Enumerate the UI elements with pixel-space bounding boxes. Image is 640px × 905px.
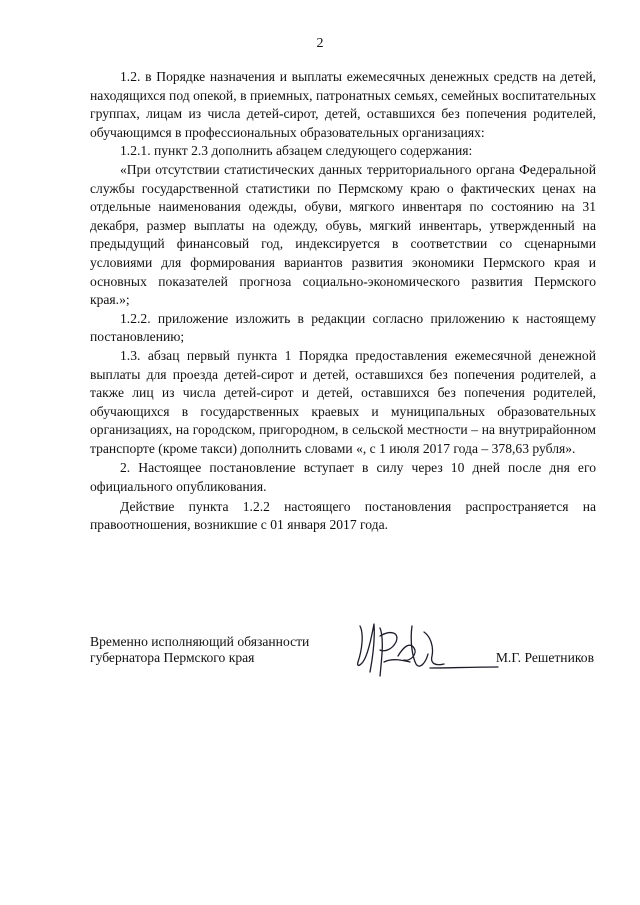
paragraph-quote: «При отсутствии статистических данных территориального органа Федеральной службы государственной статистики по Пермскому краю о фактических ценах на отдельные наименования одежды, обуви, мягкого инвентаря по состоянию на 31 декабря, размер выплаты на одежду, обувь, мягкий инвентарь, утвержденный на предыдущий финансовый год, индексируется в соответствии со сценарными условиями для формирования вариантов развития экономики Пермского края и основных показателей прогноза социально-экономического развития Пермского края.»;: [90, 161, 596, 308]
signatory-position-line-1: Временно исполняющий обязанности: [90, 634, 310, 649]
paragraph-1-3: 1.3. абзац первый пункта 1 Порядка предоставления ежемесячной денежной выплаты для проезда детей-сирот и детей, оставшихся без попечения родителей, а также лиц из числа детей-сирот и детей, оставшихся без попечения родителей, обучающихся в государственных краевых и муниципальных образовательных организациях, на городском, пригородном, в сельской местности – на внутрирайонном транспорте (кроме такси) дополнить словами «, с 1 июля 2017 года – 378,63 рубля».: [90, 347, 596, 456]
paragraph-effect: Действие пункта 1.2.2 настоящего постановления распространяется на правоотношения, возникшие с 01 января 2017 года.: [90, 498, 596, 533]
signatory-position: [90, 634, 350, 666]
paragraph-2: 2. Настоящее постановление вступает в силу через 10 дней после дня его официального опубликования.: [90, 460, 596, 495]
paragraph-1-2-2: 1.2.2. приложение изложить в редакции согласно приложению к настоящему постановлению;: [90, 310, 596, 345]
paragraph-1-2: 1.2. в Порядке назначения и выплаты ежемесячных денежных средств на детей, находящихся под опекой, в приемных, патронатных семьях, семейных воспитательных группах, лицам из числа детей-сирот, детей, оставшихся без попечения родителей, обучающимся в профессиональных образовательных организациях:: [90, 69, 596, 140]
page-number: 2: [316, 36, 324, 51]
document-body: [90, 68, 596, 535]
paragraph-1-2-1: 1.2.1. пункт 2.3 дополнить абзацем следующего содержания:: [120, 143, 473, 159]
handwritten-signature: [340, 616, 500, 686]
signatory-position-line-2: губернатора Пермского края: [90, 650, 255, 665]
signature-block: [90, 630, 600, 700]
signatory-name: М.Г. Решетников: [495, 650, 594, 665]
